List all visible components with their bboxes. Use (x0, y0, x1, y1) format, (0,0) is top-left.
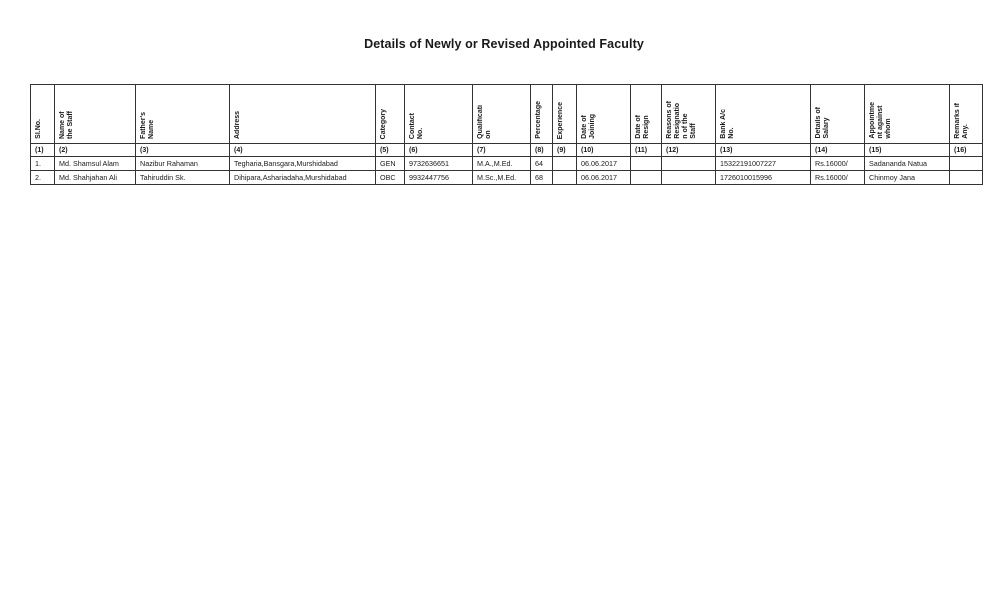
table-cell: Md. Shahjahan Ali (55, 171, 136, 185)
column-header-label: Details of Salary (815, 107, 830, 139)
table-cell: 1726010015996 (716, 171, 811, 185)
column-header (31, 85, 55, 144)
column-header-label: Percentage (535, 101, 542, 139)
column-header-label: Contact No. (409, 112, 424, 139)
table-row (31, 157, 983, 171)
column-header-label: Remarks if Any. (954, 103, 969, 139)
column-number: (4) (230, 144, 376, 157)
column-header-label: Father's Name (140, 112, 155, 139)
table-cell: M.A.,M.Ed. (473, 157, 531, 171)
column-header (405, 85, 473, 144)
table-row (31, 171, 983, 185)
table-cell: Nazibur Rahaman (136, 157, 230, 171)
table-cell: OBC (376, 171, 405, 185)
table-body (31, 157, 983, 185)
column-header-label: Address (234, 110, 241, 139)
table-cell (553, 171, 577, 185)
column-number: (10) (577, 144, 631, 157)
column-header-label: Date of Joining (581, 114, 596, 139)
table-cell: 1. (31, 157, 55, 171)
table-cell: GEN (376, 157, 405, 171)
table-cell: 2. (31, 171, 55, 185)
table-cell: Dihipara,Ashariadaha,Murshidabad (230, 171, 376, 185)
table-cell: M.Sc.,M.Ed. (473, 171, 531, 185)
column-header (531, 85, 553, 144)
faculty-table (30, 84, 983, 185)
table-cell (662, 171, 716, 185)
column-header (662, 85, 716, 144)
column-header (473, 85, 531, 144)
table-cell (553, 157, 577, 171)
column-header-label: Appointme nt against whom (869, 102, 892, 139)
table-cell: Tahiruddin Sk. (136, 171, 230, 185)
column-number: (1) (31, 144, 55, 157)
table-cell: Tegharia,Bansgara,Murshidabad (230, 157, 376, 171)
column-header (230, 85, 376, 144)
table-cell: 15322191007227 (716, 157, 811, 171)
column-number-row (31, 144, 983, 157)
table-cell: 9932447756 (405, 171, 473, 185)
column-number: (3) (136, 144, 230, 157)
table-cell: 64 (531, 157, 553, 171)
column-number: (12) (662, 144, 716, 157)
column-header-label: Qualificati on (477, 105, 492, 139)
table-cell: Rs.16000/ (811, 157, 865, 171)
table-cell: Md. Shamsul Alam (55, 157, 136, 171)
column-header (950, 85, 983, 144)
column-header (865, 85, 950, 144)
column-number: (13) (716, 144, 811, 157)
table-cell (631, 157, 662, 171)
column-number: (6) (405, 144, 473, 157)
table-cell: Rs.16000/ (811, 171, 865, 185)
table-cell: 06.06.2017 (577, 157, 631, 171)
column-number: (2) (55, 144, 136, 157)
column-header-label: Sl.No. (35, 119, 42, 139)
table-cell (631, 171, 662, 185)
column-header (811, 85, 865, 144)
column-header (553, 85, 577, 144)
column-header (55, 85, 136, 144)
column-header-label: Reasons of Resignatio n of the Staff (666, 101, 697, 139)
column-header-label: Name of the Staff (59, 111, 74, 139)
column-number: (14) (811, 144, 865, 157)
column-header-label: Experience (557, 101, 564, 139)
document-title: Details of Newly or Revised Appointed Faculty (364, 37, 644, 51)
table-cell: Sadananda Natua (865, 157, 950, 171)
column-header (376, 85, 405, 144)
column-header (631, 85, 662, 144)
column-number: (9) (553, 144, 577, 157)
table-cell: 06.06.2017 (577, 171, 631, 185)
table-cell: 9732636651 (405, 157, 473, 171)
table-cell: 68 (531, 171, 553, 185)
column-header (577, 85, 631, 144)
column-number: (15) (865, 144, 950, 157)
column-header (716, 85, 811, 144)
table-cell: Chinmoy Jana (865, 171, 950, 185)
column-number: (5) (376, 144, 405, 157)
header-row (31, 85, 983, 144)
column-header-label: Bank A/c No. (720, 109, 735, 139)
column-number: (7) (473, 144, 531, 157)
column-number: (11) (631, 144, 662, 157)
column-header-label: Category (380, 108, 387, 139)
column-number: (16) (950, 144, 983, 157)
table-cell (950, 157, 983, 171)
column-number: (8) (531, 144, 553, 157)
table-cell (662, 157, 716, 171)
column-header (136, 85, 230, 144)
table-cell (950, 171, 983, 185)
column-header-label: Date of Resign (635, 115, 650, 139)
